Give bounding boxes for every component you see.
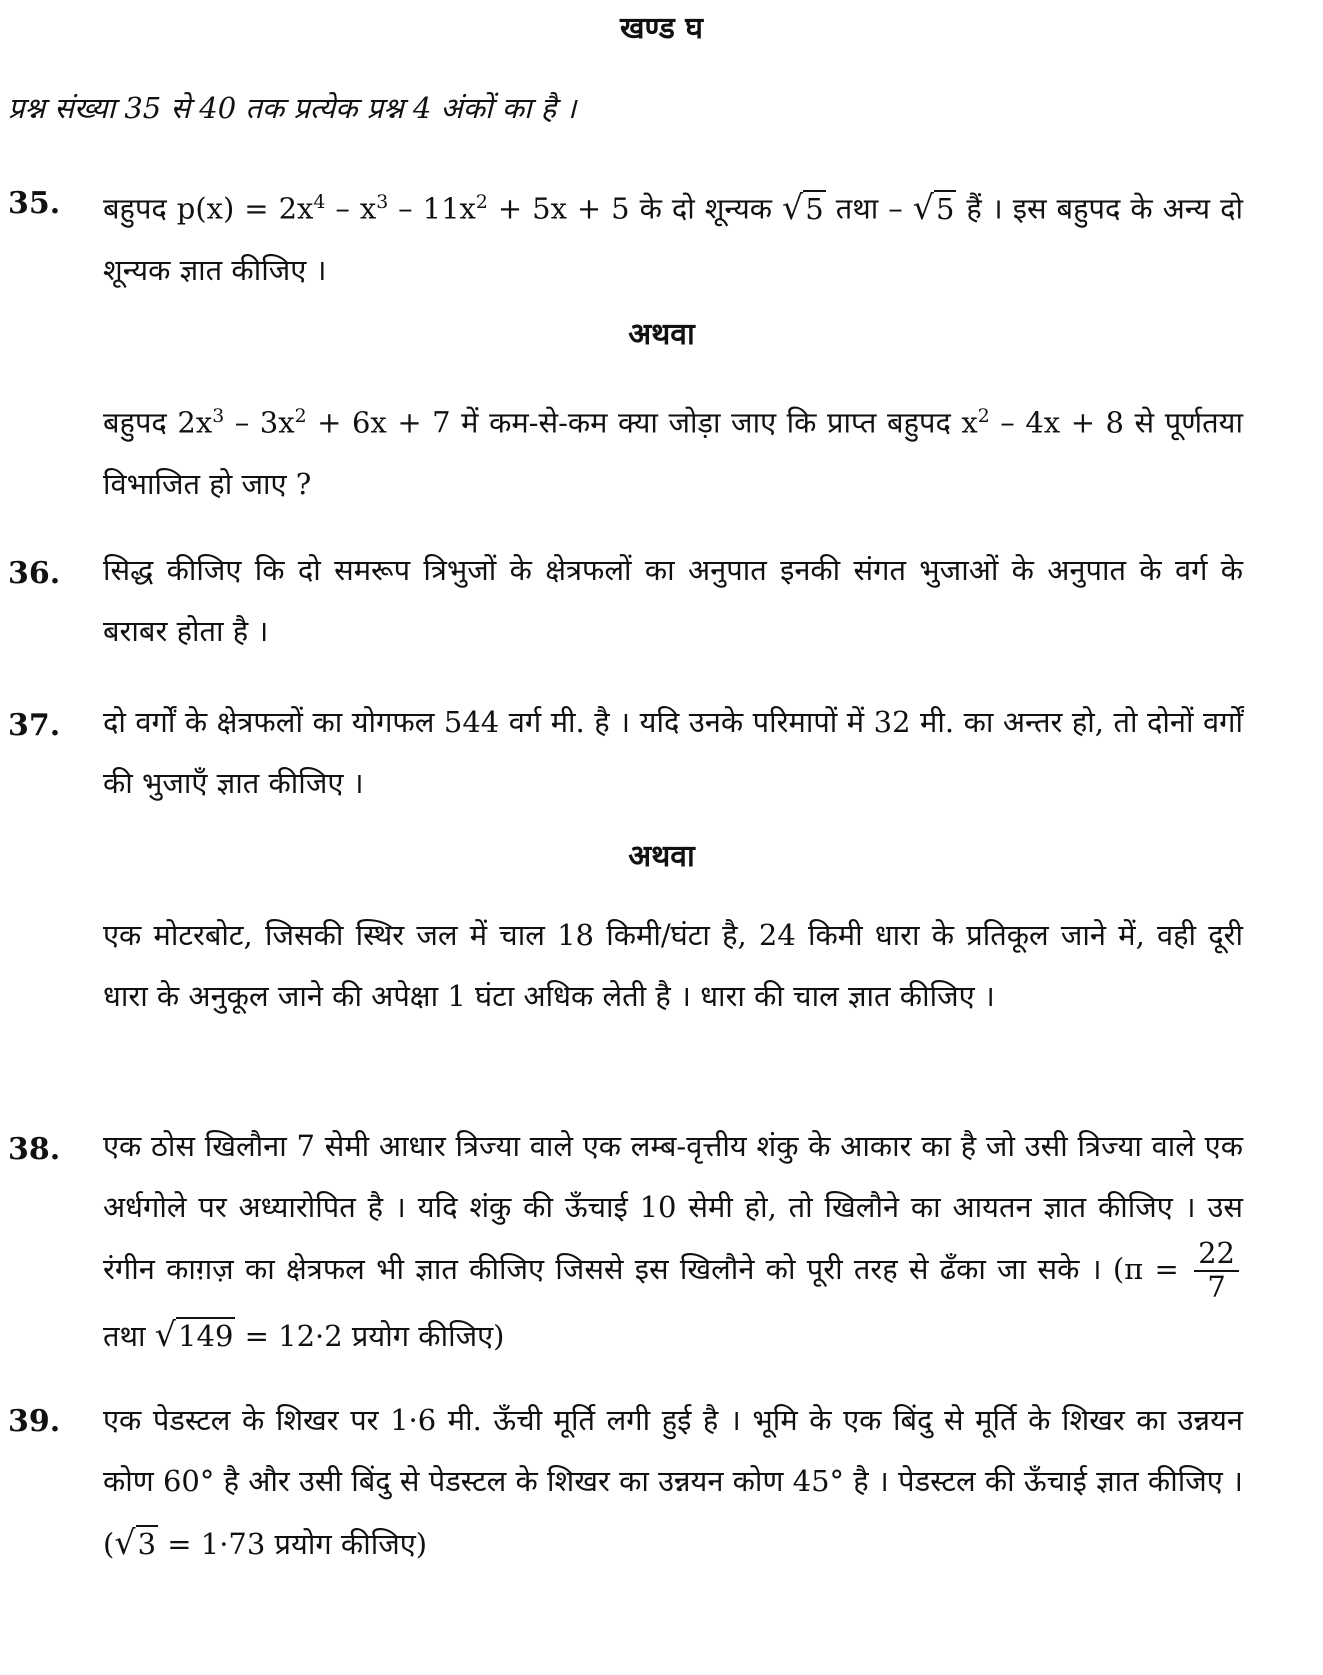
sqrt-expression: √5 [912, 187, 955, 227]
question-number-36: 36. [8, 556, 61, 591]
or-label: अथवा [628, 839, 695, 874]
question-37-text: दो वर्गों के क्षेत्रफलों का योगफल 544 वर्ग मी. है । यदि उनके परिमापों में 32 मी. का अन्तर हो, तो दोनों वर्गों की भुजाएँ ज्ञात कीजिए । [103, 705, 1243, 800]
question-39-text: एक पेडस्टल के शिखर पर 1·6 मी. ऊँची मूर्ति लगी हुई है । भूमि के एक बिंदु से मूर्ति के शिखर का उन्नयन कोण 60° है और उसी बिंदु से पेडस्टल के शिखर का उन्नयन कोण 45° है । पेडस्टल की ऊँचाई ज्ञात कीजिए । (√3 = 1·73 प्रयोग कीजिए) [103, 1403, 1243, 1562]
question-number-35: 35. [8, 186, 61, 221]
sqrt-expression: √149 [154, 1314, 234, 1354]
question-number-37: 37. [8, 708, 61, 743]
question-35-text: बहुपद $p(x) = 2x^4 - x^3 - 11x^2 + 5x + 5$ के दो शून्यक √5 तथा – √5 हैं । इस बहुपद के अन्य दो शून्यक ज्ञात कीजिए । [103, 187, 1243, 287]
instruction-text: प्रश्न संख्या 35 से 40 तक प्रत्येक प्रश्न 4 अंकों का है । [8, 91, 577, 125]
question-38-text: एक ठोस खिलौना 7 सेमी आधार त्रिज्या वाले एक लम्ब-वृत्तीय शंकु के आकार का है जो उसी त्रिज्या वाले एक अर्धगोले पर अध्यारोपित है । यदि शंकु की ऊँचाई 10 सेमी हो, तो खिलौने का आयतन ज्ञात कीजिए । उस रंगीन काग़ज़ का क्षेत्रफल भी ज्ञात कीजिए जिससे इस खिलौने को पूरी तरह से ढँका जा सके । (π = $\frac{22}{7}$ तथा √149 = 12·2 प्रयोग कीजिए) [103, 1129, 1243, 1354]
question-number-38: 38. [8, 1132, 61, 1167]
question-35-alternative-text: बहुपद $2x^3 - 3x^2 + 6x + 7$ में कम-से-कम क्या जोड़ा जाए कि प्राप्त बहुपद $x^2 - 4x + 8$ से पूर्णतया विभाजित हो जाए ? [103, 405, 1243, 501]
section-title: खण्ड घ [619, 11, 703, 46]
sqrt-expression: √5 [782, 187, 824, 227]
or-label: अथवा [628, 317, 695, 352]
question-37-alternative-text: एक मोटरबोट, जिसकी स्थिर जल में चाल 18 किमी/घंटा है, 24 किमी धारा के प्रतिकूल जाने में, वही दूरी धारा के अनुकूल जाने की अपेक्षा 1 घंटा अधिक लेती है । धारा की चाल ज्ञात कीजिए । [103, 918, 1243, 1013]
pi-fraction: $\frac{22}{7}$ [1194, 1238, 1239, 1304]
sqrt-expression: √3 [114, 1523, 157, 1562]
question-36-text: सिद्ध कीजिए कि दो समरूप त्रिभुजों के क्षेत्रफलों का अनुपात इनकी संगत भुजाओं के अनुपात के वर्ग के बराबर होता है । [103, 553, 1243, 648]
question-number-39: 39. [8, 1404, 61, 1439]
